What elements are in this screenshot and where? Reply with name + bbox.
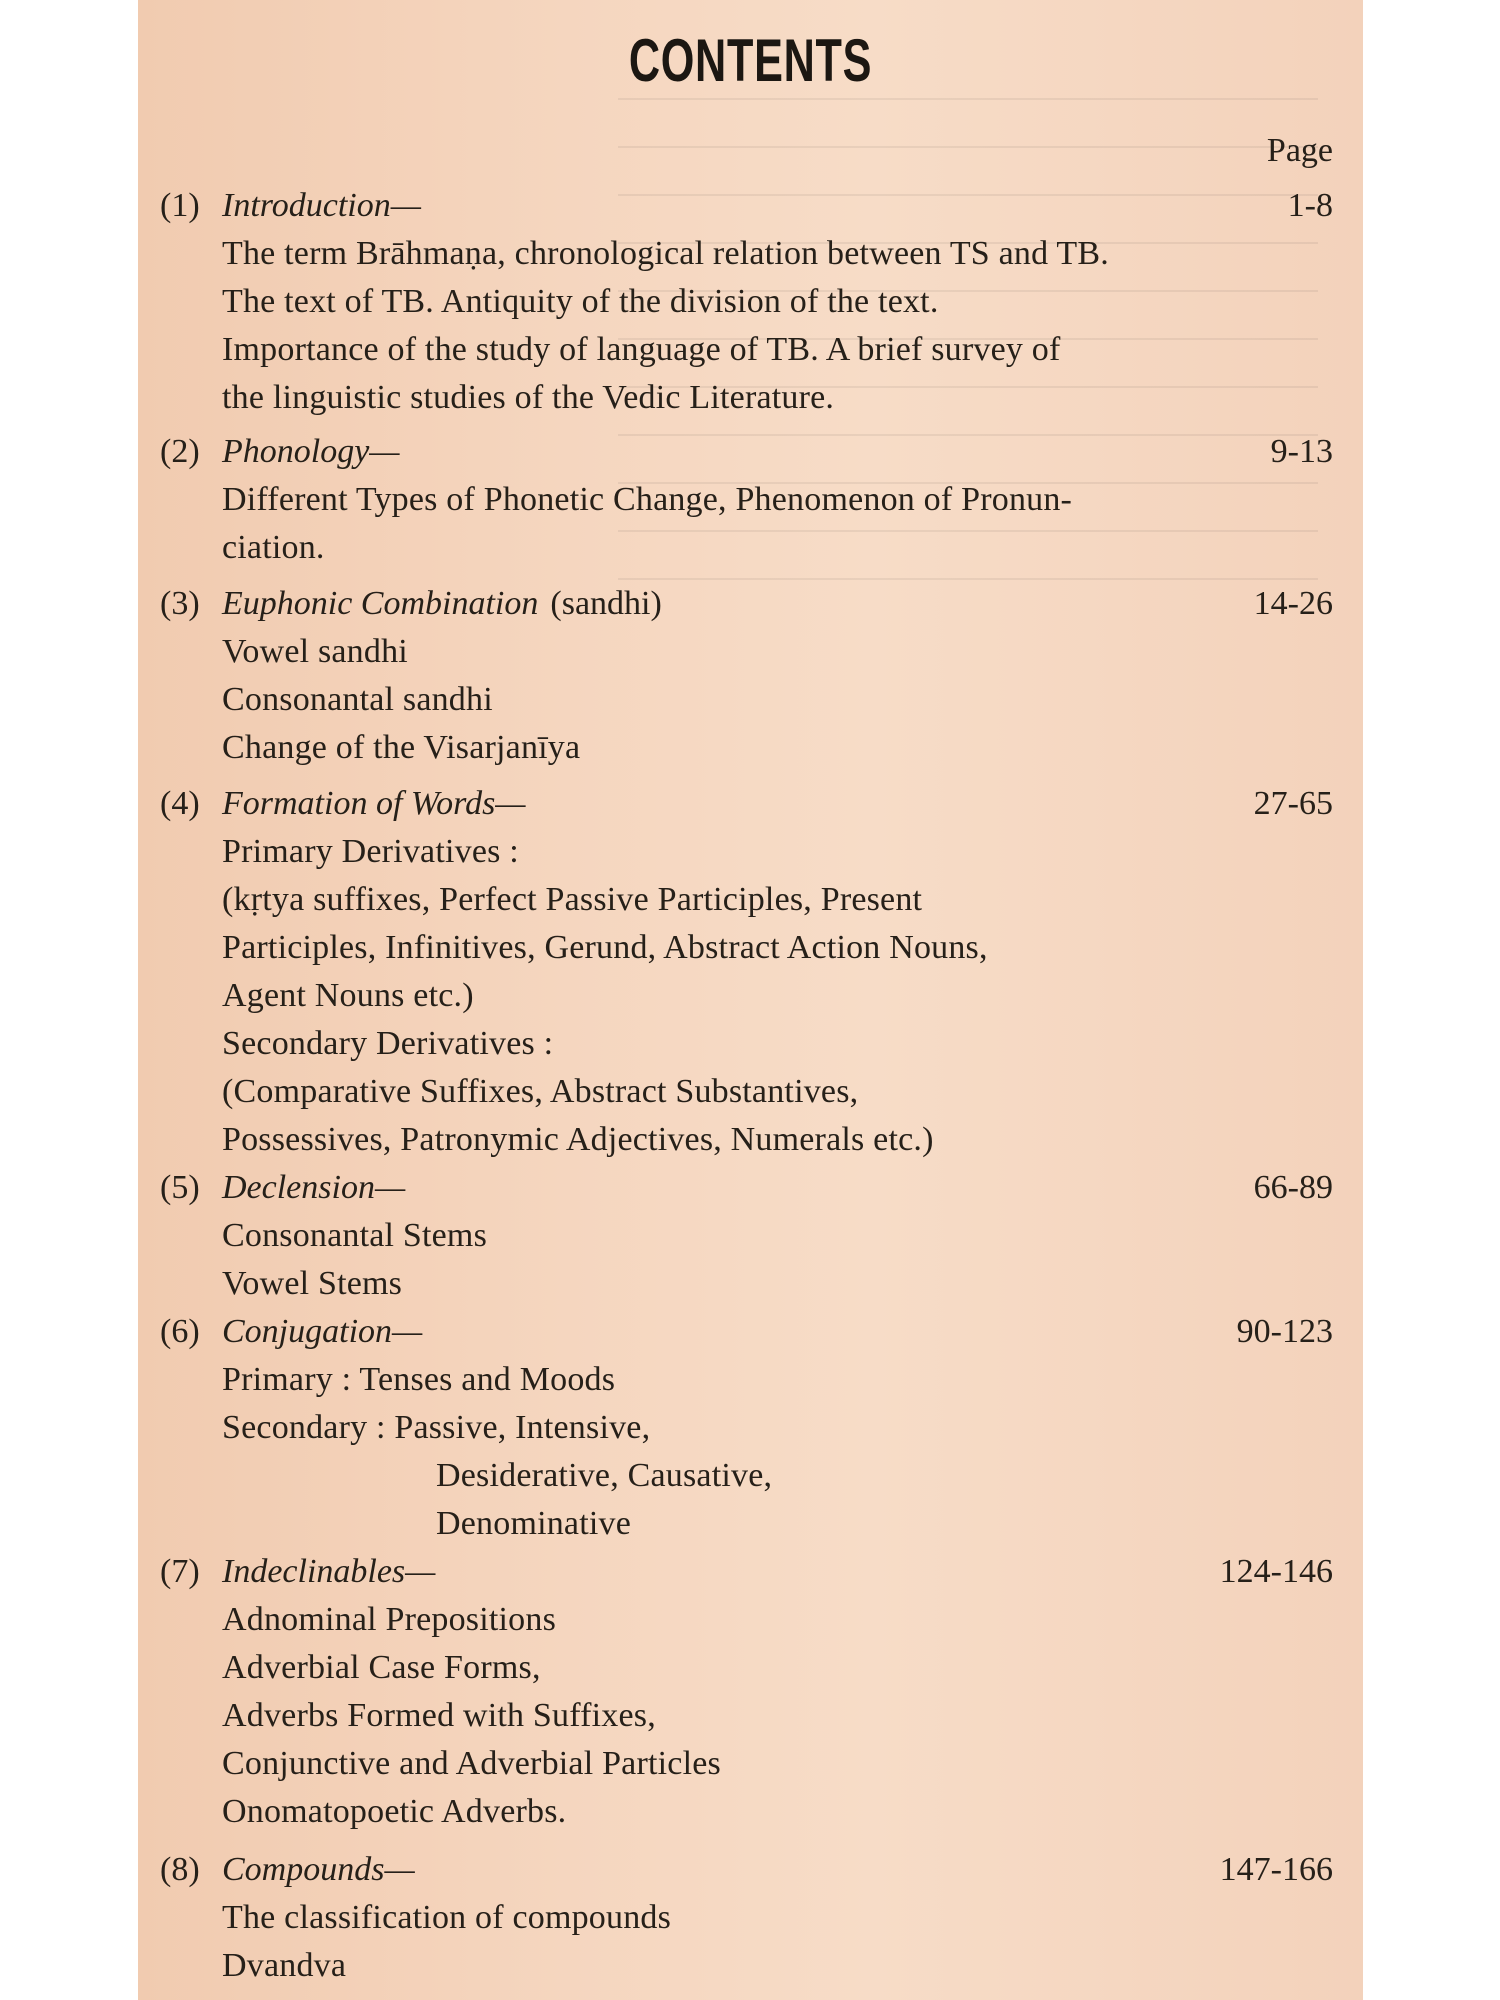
toc-section-heading [160, 580, 1333, 628]
section-page-range: 27-65 [1253, 785, 1333, 822]
toc-section-conjugation [160, 1308, 1333, 1548]
section-title-text: Euphonic Combination [222, 585, 539, 622]
toc-line: (kṛtya suffixes, Perfect Passive Participles, Present [222, 881, 923, 918]
toc-line: Adverbs Formed with Suffixes, [222, 1697, 656, 1734]
section-page-range: 90-123 [1236, 1313, 1333, 1350]
section-title: Compounds— [222, 1851, 415, 1888]
toc-line: Secondary : Passive, Intensive, [222, 1409, 651, 1446]
section-number: (3) [160, 585, 200, 622]
toc-line: Participles, Infinitives, Gerund, Abstract Action Nouns, [222, 929, 988, 966]
toc-line: ciation. [222, 529, 325, 566]
toc-section-heading [160, 1548, 1333, 1596]
section-title: Phonology— [222, 433, 400, 470]
section-page-range: 147-166 [1219, 1851, 1333, 1888]
page-column-label: Page [1266, 132, 1333, 169]
section-title: Formation of Words— [222, 785, 526, 822]
section-number: (6) [160, 1313, 200, 1350]
toc-line: Consonantal Stems [222, 1217, 488, 1254]
section-title: Indeclinables— [222, 1553, 436, 1590]
toc-section-compounds [160, 1846, 1333, 1990]
toc-line-indented: Denominative [436, 1505, 632, 1542]
section-title [222, 580, 662, 628]
toc-section-phonology [160, 428, 1333, 572]
toc-line: the linguistic studies of the Vedic Literature. [222, 379, 835, 416]
toc-line: Vowel sandhi [222, 633, 408, 670]
toc-section-euphonic-combination [160, 580, 1333, 772]
section-page-range: 124-146 [1219, 1553, 1333, 1590]
section-title: Declension— [222, 1169, 406, 1206]
toc-line: Importance of the study of language of TB. A brief survey of [222, 331, 1061, 368]
toc-line: Primary : Tenses and Moods [222, 1361, 616, 1398]
section-number: (4) [160, 785, 200, 822]
toc-line: Adverbial Case Forms, [222, 1649, 541, 1686]
toc-line: Possessives, Patronymic Adjectives, Numerals etc.) [222, 1121, 934, 1158]
toc-section-heading [160, 428, 1333, 476]
section-title: Introduction— [222, 187, 421, 224]
toc-section-heading [160, 1846, 1333, 1894]
section-title-note: (sandhi) [550, 585, 662, 622]
section-number: (1) [160, 187, 200, 224]
section-number: (8) [160, 1851, 200, 1888]
toc-line: The term Brāhmaṇa, chronological relation between TS and TB. [222, 235, 1109, 272]
toc-section-introduction [160, 182, 1333, 422]
section-number: (2) [160, 433, 200, 470]
toc-section-heading [160, 182, 1333, 230]
toc-line: Consonantal sandhi [222, 681, 493, 718]
section-number: (5) [160, 1169, 200, 1206]
toc-section-declension [160, 1164, 1333, 1308]
toc-line: Onomatopoetic Adverbs. [222, 1793, 567, 1830]
toc-section-formation-of-words [160, 780, 1333, 1164]
toc-line: Adnominal Prepositions [222, 1601, 557, 1638]
toc-line: Change of the Visarjanīya [222, 729, 581, 766]
toc-section-heading [160, 1308, 1333, 1356]
toc-line: Secondary Derivatives : [222, 1025, 554, 1062]
toc-line: Different Types of Phonetic Change, Phenomenon of Pronun- [222, 481, 1073, 518]
section-title: Conjugation— [222, 1313, 423, 1350]
toc-line: Agent Nouns etc.) [222, 977, 474, 1014]
section-page-range: 1-8 [1287, 187, 1333, 224]
toc-line: Conjunctive and Adverbial Particles [222, 1745, 721, 1782]
toc-line: Vowel Stems [222, 1265, 403, 1302]
section-number: (7) [160, 1553, 200, 1590]
section-page-range: 9-13 [1270, 433, 1333, 470]
toc-line: The classification of compounds [222, 1899, 672, 1936]
toc-line: Primary Derivatives : [222, 833, 519, 870]
toc-section-indeclinables [160, 1548, 1333, 1836]
toc-section-heading [160, 780, 1333, 828]
toc-line-indented: Desiderative, Causative, [436, 1457, 773, 1494]
book-page [138, 0, 1363, 2000]
toc-section-heading [160, 1164, 1333, 1212]
section-page-range: 66-89 [1253, 1169, 1333, 1206]
toc-line: (Comparative Suffixes, Abstract Substantives, [222, 1073, 859, 1110]
page-title: CONTENTS [628, 27, 873, 94]
toc-line: Dvandva [222, 1947, 347, 1984]
section-page-range: 14-26 [1253, 585, 1333, 622]
toc-line: The text of TB. Antiquity of the division of the text. [222, 283, 939, 320]
